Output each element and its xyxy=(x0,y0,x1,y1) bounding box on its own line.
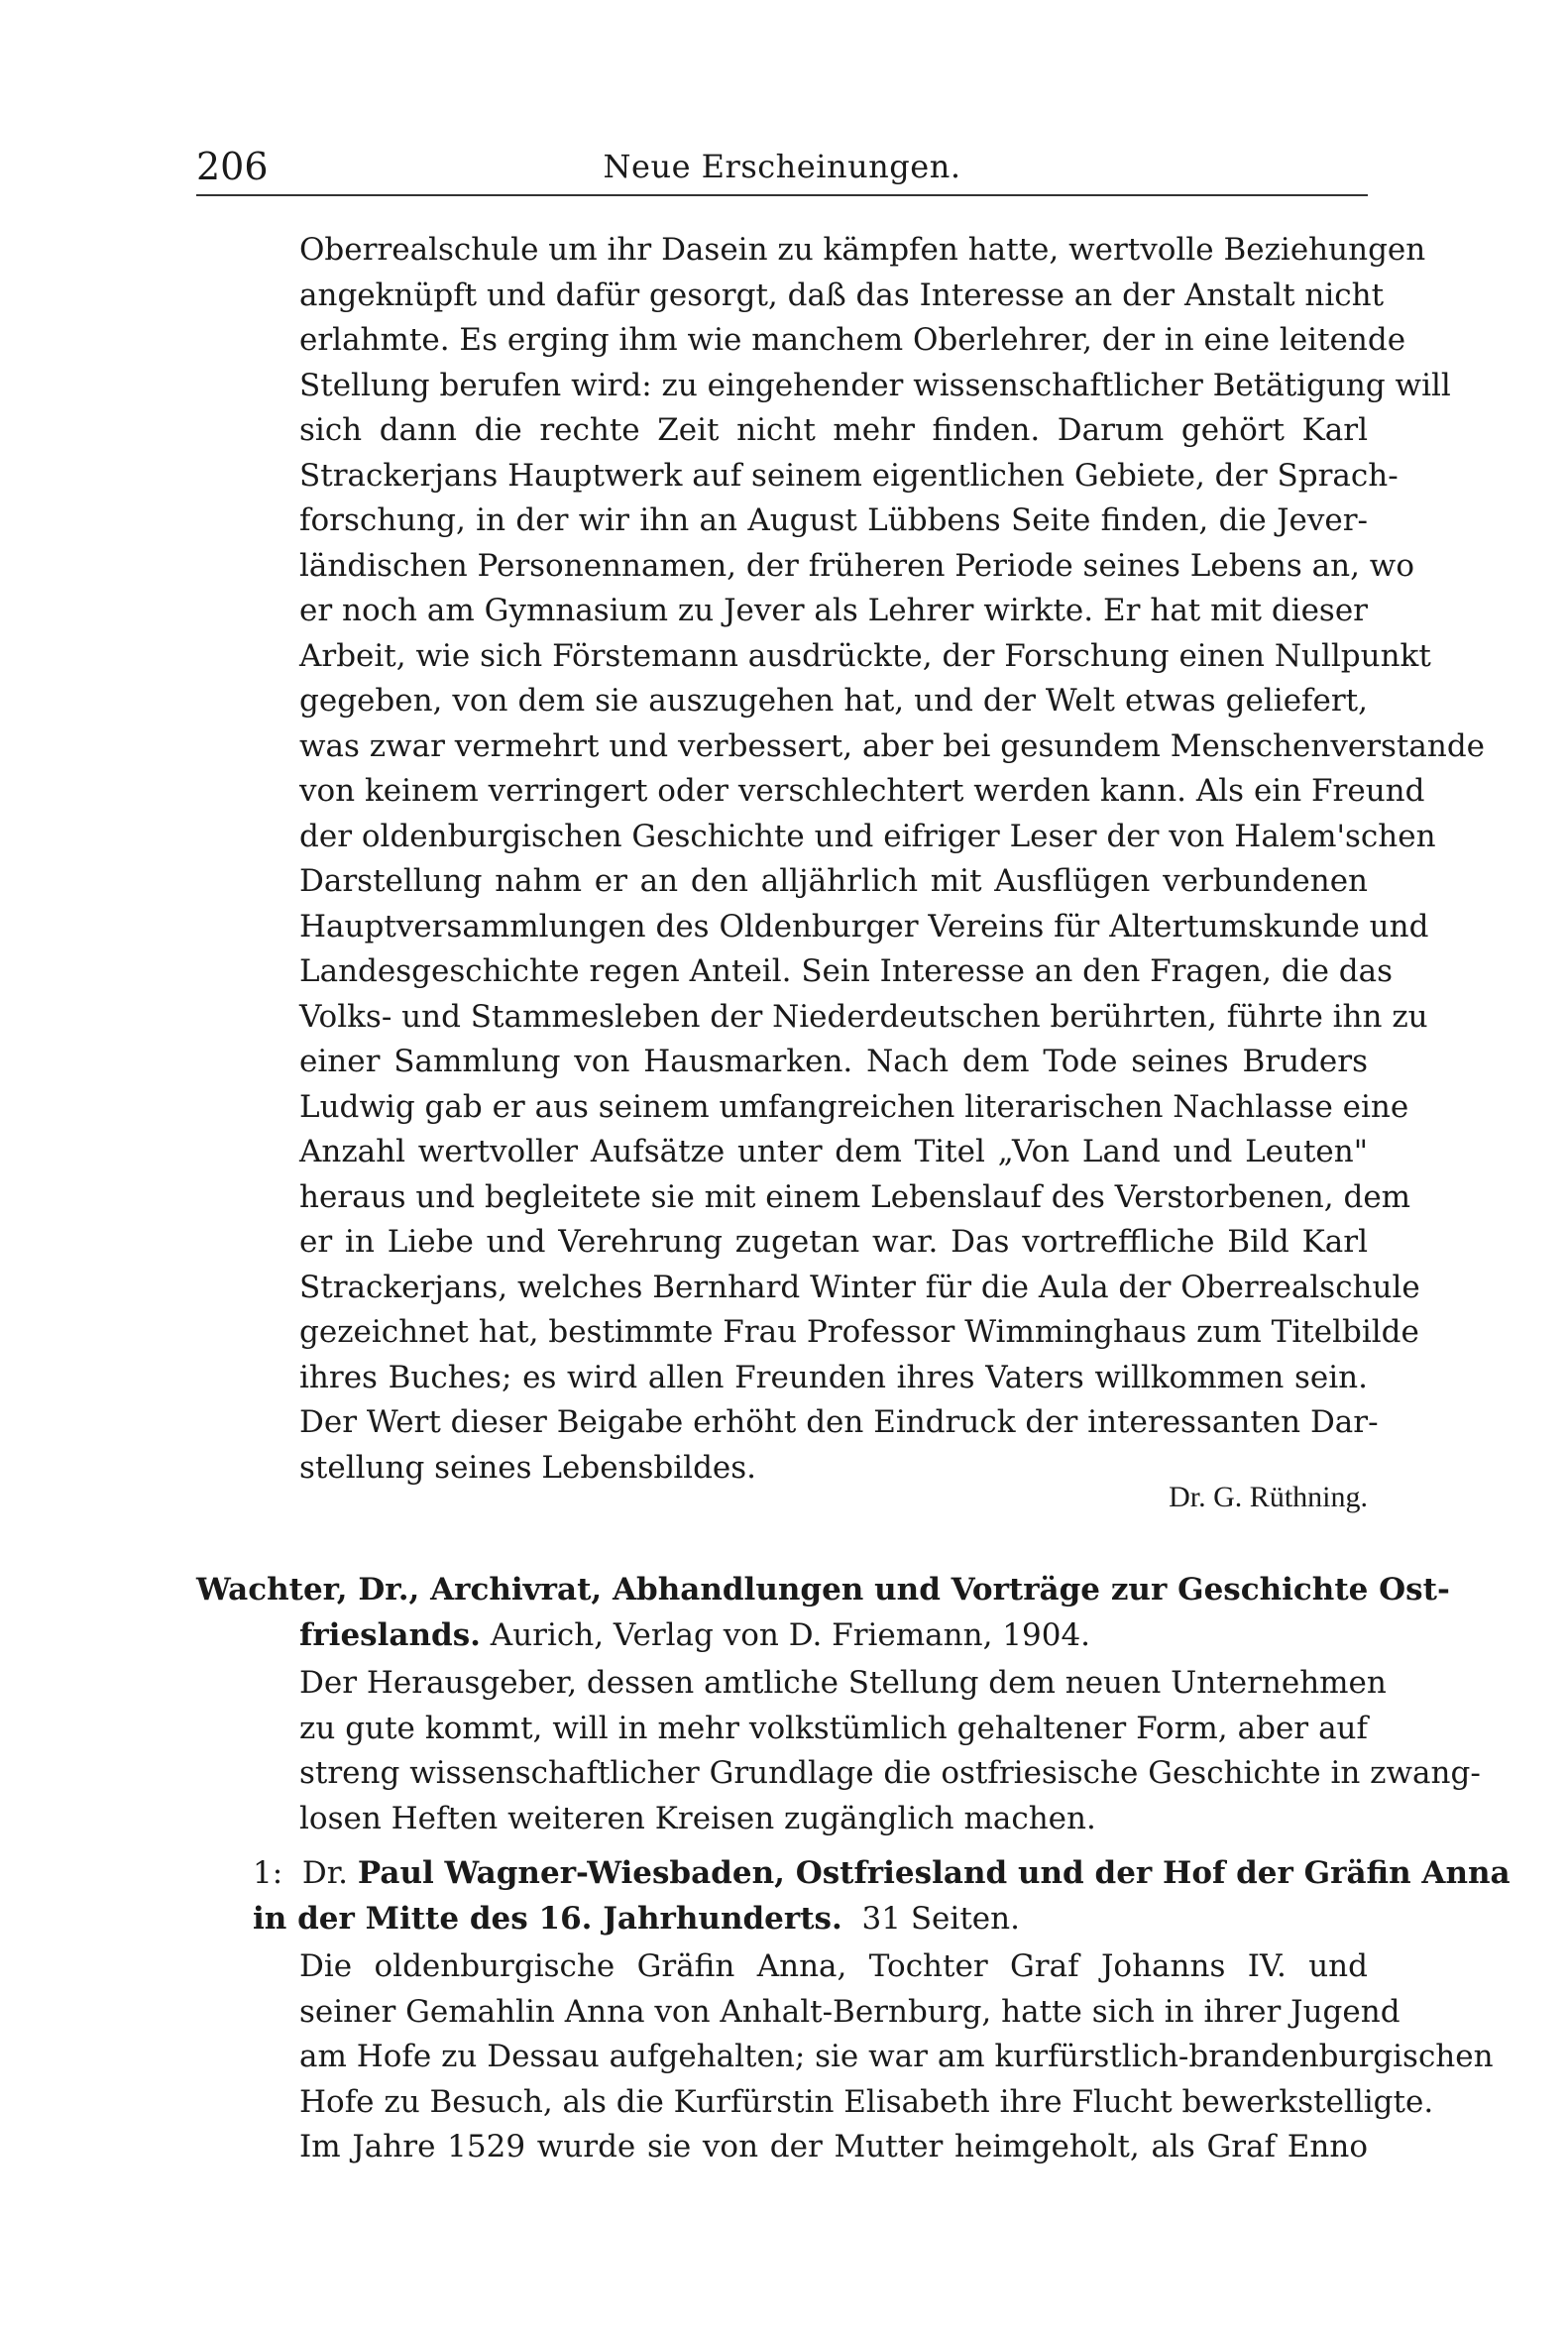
text-line: zu gute kommt, will in mehr volkstümlich gehaltener Form, aber auf xyxy=(299,1710,1368,1746)
review-title-line xyxy=(196,1613,1368,1659)
text-line: am Hofe zu Dessau aufgehalten; sie war am kurfürstlich-brandenburgischen xyxy=(299,2039,1494,2074)
text-line: ihres Buches; es wird allen Freunden ihres Vaters willkommen sein. xyxy=(299,1359,1368,1395)
sub-entry-title-cont: in der Mitte des 16. Jahrhunderts. xyxy=(253,1900,842,1937)
text-line: gezeichnet hat, bestimmte Frau Professor Wimminghaus zum Titelbilde xyxy=(299,1314,1419,1350)
text-line: der oldenburgischen Geschichte und eifriger Leser der von Halem'schen xyxy=(299,818,1436,854)
text-line: Stellung berufen wird: zu eingehender wissenschaftlicher Betätigung will xyxy=(299,367,1451,403)
review-title-end: frieslands. xyxy=(299,1616,481,1653)
text-line: Darstellung nahm er an den alljährlich mit Ausflügen verbundenen xyxy=(299,863,1368,899)
review-title-line: Wachter, Dr., Archivrat, Abhandlungen und Vorträge zur Geschichte Ost- xyxy=(196,1572,1450,1608)
text-line: er in Liebe und Verehrung zugetan war. Das vortreffliche Bild Karl xyxy=(299,1224,1368,1260)
page-header xyxy=(196,139,1368,196)
text-line: Der Herausgeber, dessen amtliche Stellung dem neuen Unternehmen xyxy=(299,1665,1387,1701)
text-line: Landesgeschichte regen Anteil. Sein Interesse an den Fragen, die das xyxy=(299,953,1394,989)
text-line: was zwar vermehrt und verbessert, aber bei gesundem Menschenverstande xyxy=(299,727,1486,764)
text-line: er noch am Gymnasium zu Jever als Lehrer wirkte. Er hat mit dieser xyxy=(299,593,1368,628)
sub-entry-pages: 31 Seiten. xyxy=(861,1900,1020,1937)
sub-entry-title-line xyxy=(253,1851,1511,1897)
text-line: Strackerjans Hauptwerk auf seinem eigentlichen Gebiete, der Sprach- xyxy=(299,457,1399,494)
text-line: Arbeit, wie sich Förstemann ausdrückte, der Forschung einen Nullpunkt xyxy=(299,637,1431,674)
text-line: Oberrealschule um ihr Dasein zu kämpfen hatte, wertvolle Beziehungen xyxy=(299,232,1426,268)
sub-entry-title-line xyxy=(253,1897,1368,1942)
text-line: erlahmte. Es erging ihm wie manchem Oberlehrer, der in eine leitende xyxy=(299,322,1406,358)
obituary-text xyxy=(299,228,1486,1491)
sub-entry-title: Paul Wagner-Wiesbaden, Ostfriesland und der Hof der Gräfin Anna xyxy=(357,1855,1511,1891)
text-line: angeknüpft und dafür gesorgt, daß das Interesse an der Anstalt nicht xyxy=(299,277,1385,313)
running-title: Neue Erscheinungen. xyxy=(603,148,961,185)
sub-entry-body xyxy=(299,1944,1494,2170)
text-line: Hauptversammlungen des Oldenburger Vereins für Altertumskunde und xyxy=(299,908,1429,944)
sub-entry-number: 1: xyxy=(253,1855,283,1891)
text-line: Anzahl wertvoller Aufsätze unter dem Titel „Von Land und Leuten" xyxy=(299,1134,1368,1169)
text-line: Volks- und Stammesleben der Niederdeutschen berührten, führte ihn zu xyxy=(299,998,1428,1035)
text-line: forschung, in der wir ihn an August Lübbens Seite finden, die Jever- xyxy=(299,502,1368,538)
sub-entry-heading xyxy=(253,1851,1511,1941)
text-line: Strackerjans, welches Bernhard Winter für die Aula der Oberrealschule xyxy=(299,1269,1420,1305)
text-line: stellung seines Lebensbildes. xyxy=(299,1449,757,1486)
review-heading xyxy=(196,1568,1450,1658)
text-line: losen Heften weiteren Kreisen zugänglich machen. xyxy=(299,1800,1096,1836)
text-line: Der Wert dieser Beigabe erhöht den Eindruck der interessanten Dar- xyxy=(299,1404,1379,1440)
page-number: 206 xyxy=(196,145,269,188)
text-line: Ludwig gab er aus seinem umfangreichen literarischen Nachlasse eine xyxy=(299,1088,1409,1125)
text-line: gegeben, von dem sie auszugehen hat, und der Welt etwas geliefert, xyxy=(299,683,1368,719)
text-line: streng wissenschaftlicher Grundlage die ostfriesische Geschichte in zwang- xyxy=(299,1755,1481,1791)
text-line: heraus und begleitete sie mit einem Lebenslauf des Verstorbenen, dem xyxy=(299,1178,1411,1215)
text-line: Hofe zu Besuch, als die Kurfürstin Elisabeth ihre Flucht bewerkstelligte. xyxy=(299,2083,1434,2120)
review-body xyxy=(299,1661,1481,1841)
sub-entry-author-prefix: Dr. xyxy=(301,1855,349,1891)
text-line: Die oldenburgische Gräfin Anna, Tochter Graf Johanns IV. und xyxy=(299,1948,1368,1984)
review-publisher: Aurich, Verlag von D. Friemann, 1904. xyxy=(480,1616,1091,1653)
text-line: sich dann die rechte Zeit nicht mehr finden. Darum gehört Karl xyxy=(299,412,1368,448)
signature: Dr. G. Rüthning. xyxy=(1169,1481,1368,1513)
text-line: Im Jahre 1529 wurde sie von der Mutter heimgeholt, als Graf Enno xyxy=(299,2129,1368,2164)
text-line: ländischen Personennamen, der früheren Periode seines Lebens an, wo xyxy=(299,547,1414,584)
text-line: einer Sammlung von Hausmarken. Nach dem Tode seines Bruders xyxy=(299,1044,1368,1079)
text-line: von keinem verringert oder verschlechtert werden kann. Als ein Freund xyxy=(299,773,1425,809)
text-line: seiner Gemahlin Anna von Anhalt-Bernburg, hatte sich in ihrer Jugend xyxy=(299,1993,1400,2030)
